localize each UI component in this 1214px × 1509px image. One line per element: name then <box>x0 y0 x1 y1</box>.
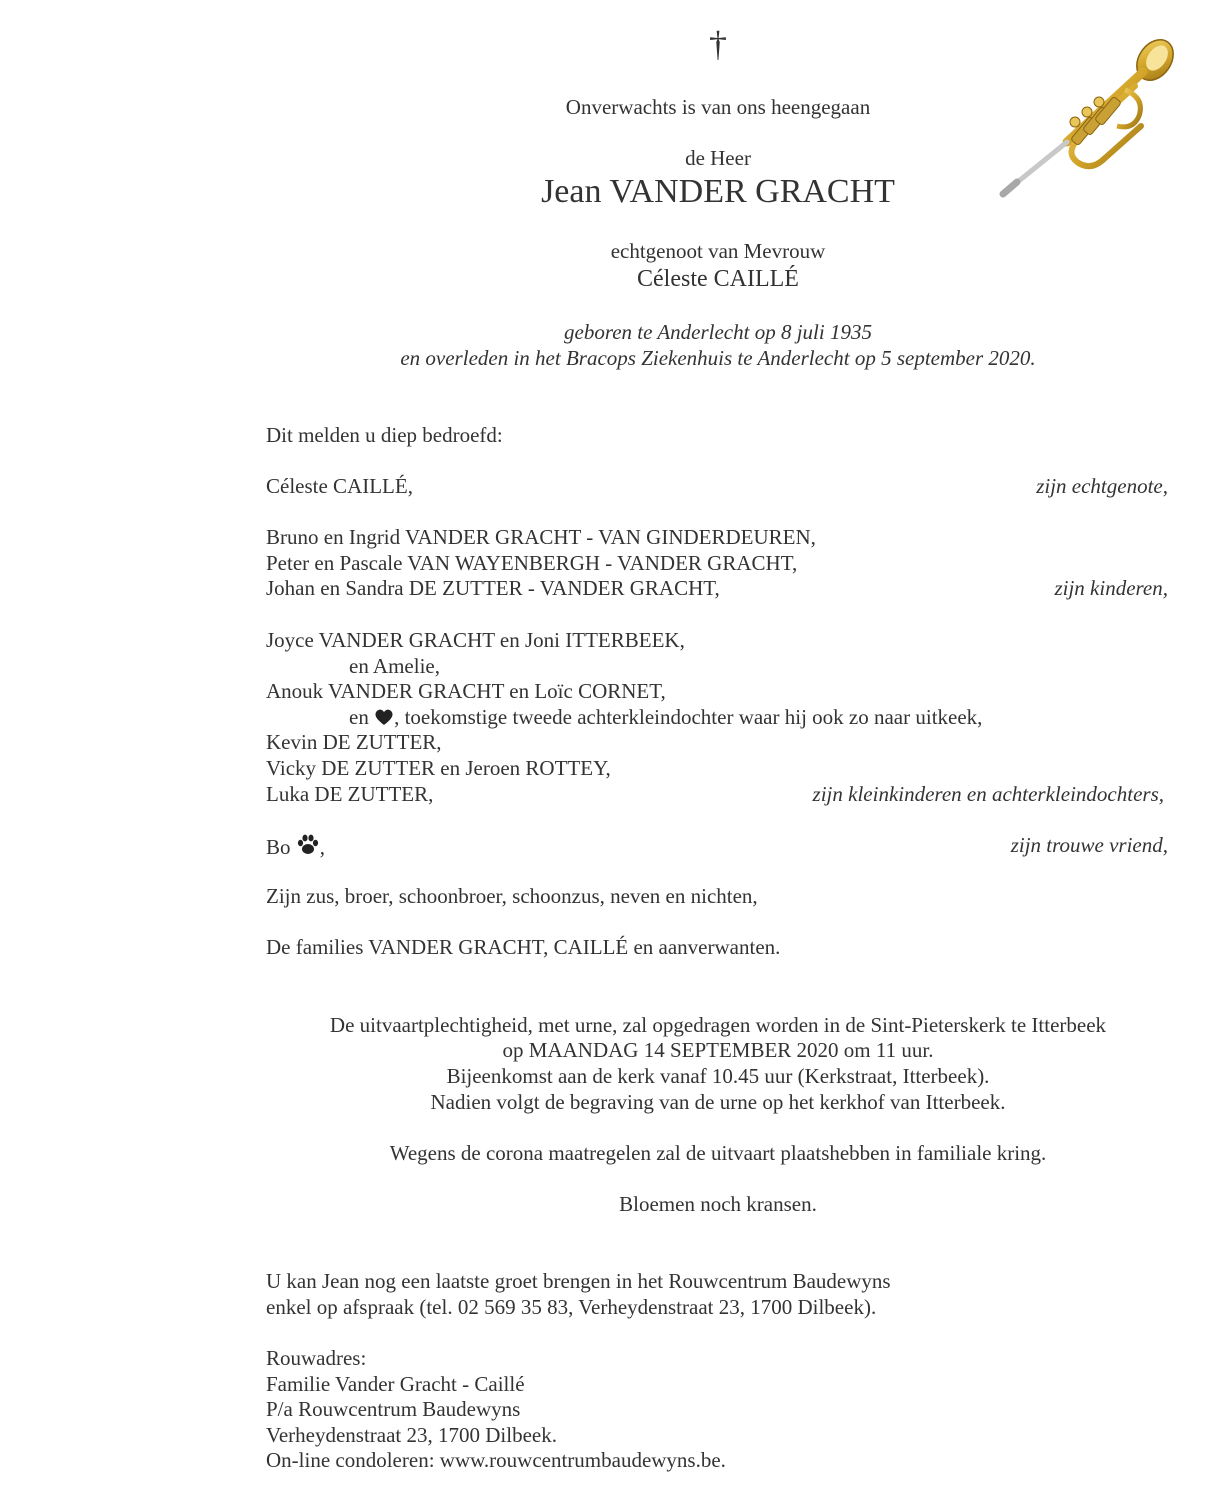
spouse-entry: Céleste CAILLÉ, <box>266 474 413 498</box>
child-entry: Johan en Sandra DE ZUTTER - VANDER GRACHT, <box>266 576 720 600</box>
child-entry: Bruno en Ingrid VANDER GRACHT - VAN GINDERDEUREN, <box>266 525 816 549</box>
corona-notice: Wegens de corona maatregelen zal de uitvaart plaatshebben in familiale kring. <box>389 1141 1047 1165</box>
visit-appointment: enkel op afspraak (tel. 02 569 35 83, Verheydenstraat 23, 1700 Dilbeek). <box>266 1295 877 1319</box>
trumpet-image <box>995 34 1175 204</box>
spouse-relation: zijn echtgenote, <box>1036 474 1168 498</box>
condolence-link[interactable]: On-line condoleren: www.rouwcentrumbaudewyns.be. <box>266 1448 726 1472</box>
siblings-line: Zijn zus, broer, schoonbroer, schoonzus, neven en nichten, <box>266 884 758 908</box>
grandchild-entry: Vicky DE ZUTTER en Jeroen ROTTEY, <box>266 756 611 780</box>
address-label: Rouwadres: <box>266 1346 367 1370</box>
pet-name: Bo <box>266 835 291 859</box>
grandchild-entry: en Amelie, <box>349 654 440 678</box>
cross-icon: † <box>709 24 727 64</box>
salutation: de Heer <box>685 146 751 170</box>
grandchild-entry: Joyce VANDER GRACHT en Joni ITTERBEEK, <box>266 628 685 652</box>
ceremony-date: op MAANDAG 14 SEPTEMBER 2020 om 11 uur. <box>502 1038 934 1062</box>
spouse-intro: echtgenoot van Mevrouw <box>610 239 826 263</box>
address-line: Familie Vander Gracht - Caillé <box>266 1372 525 1396</box>
death-line: en overleden in het Bracops Ziekenhuis te Anderlecht op 5 september 2020. <box>400 346 1036 370</box>
address-line: Verheydenstraat 23, 1700 Dilbeek. <box>266 1423 557 1447</box>
spouse-name: Céleste CAILLÉ <box>637 266 799 292</box>
ceremony-burial: Nadien volgt de begraving van de urne op het kerkhof van Itterbeek. <box>430 1090 1006 1114</box>
intro-text: Onverwachts is van ons heengegaan <box>565 95 871 119</box>
visit-line: U kan Jean nog een laatste groet brengen in het Rouwcentrum Baudewyns <box>266 1269 891 1293</box>
flowers-notice: Bloemen noch kransen. <box>619 1192 817 1216</box>
grandchild-entry: Kevin DE ZUTTER, <box>266 730 442 754</box>
grandchild-entry-unborn <box>349 705 982 731</box>
grandchild-prefix: en <box>349 705 369 729</box>
pet-entry <box>266 833 325 861</box>
heart-icon <box>374 707 394 727</box>
paw-icon <box>296 833 320 857</box>
children-relation: zijn kinderen, <box>1054 576 1168 600</box>
ceremony-gathering: Bijeenkomst aan de kerk vanaf 10.45 uur (Kerkstraat, Itterbeek). <box>446 1064 990 1088</box>
grandchild-entry: Anouk VANDER GRACHT en Loïc CORNET, <box>266 679 666 703</box>
child-entry: Peter en Pascale VAN WAYENBERGH - VANDER GRACHT, <box>266 551 798 575</box>
grandchild-entry: Luka DE ZUTTER, <box>266 782 434 806</box>
family-intro: Dit melden u diep bedroefd: <box>266 423 503 447</box>
deceased-name: Jean VANDER GRACHT <box>541 173 895 210</box>
grandchild-suffix: , toekomstige tweede achterkleindochter waar hij ook zo naar uitkeek, <box>394 705 983 729</box>
pet-suffix: , <box>319 835 326 859</box>
ceremony-line: De uitvaartplechtigheid, met urne, zal opgedragen worden in de Sint-Pieterskerk te Itterbeek <box>329 1013 1107 1037</box>
pet-relation: zijn trouwe vriend, <box>1010 833 1168 857</box>
address-line: P/a Rouwcentrum Baudewyns <box>266 1397 521 1421</box>
birth-line: geboren te Anderlecht op 8 juli 1935 <box>564 320 872 344</box>
grandchildren-relation: zijn kleinkinderen en achterkleindochters, <box>812 782 1164 806</box>
families-line: De families VANDER GRACHT, CAILLÉ en aanverwanten. <box>266 935 781 959</box>
